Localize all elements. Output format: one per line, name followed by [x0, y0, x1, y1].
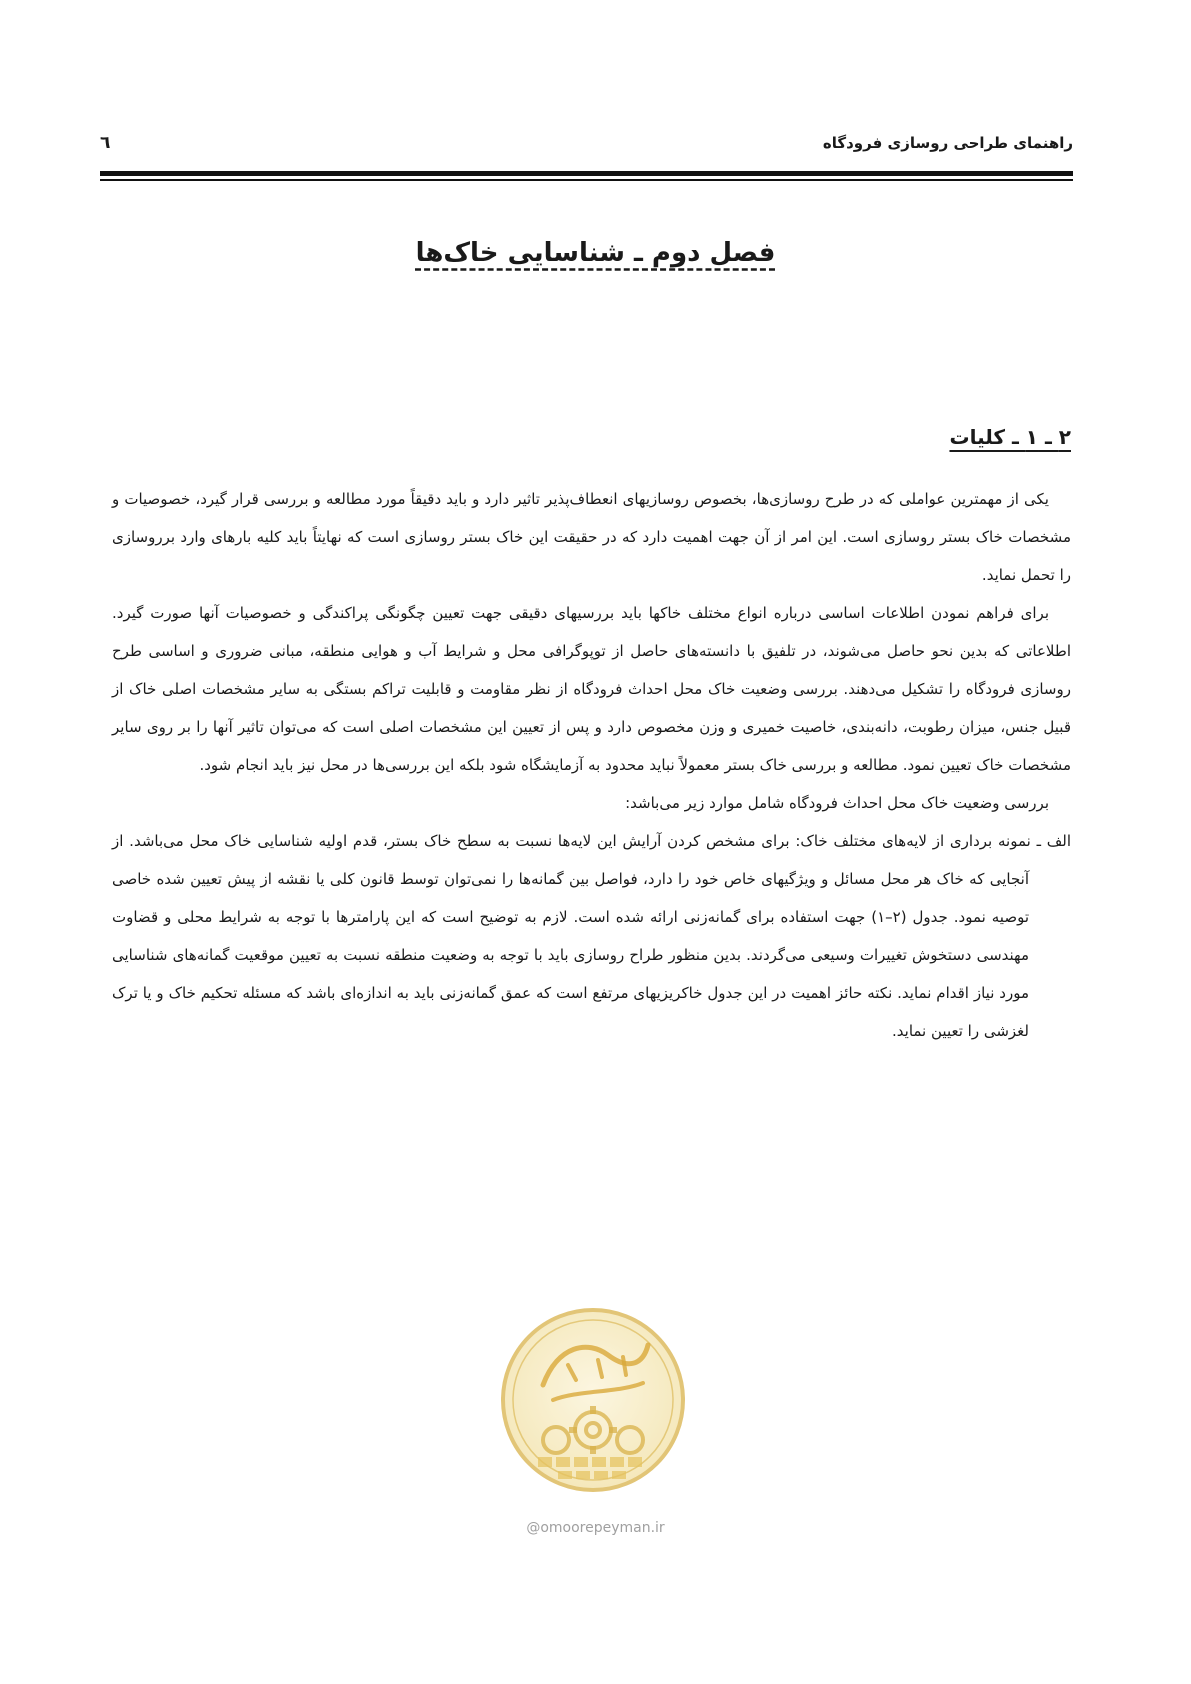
page-header — [100, 128, 1073, 158]
running-title: راهنمای طراحی روسازی فرودگاه — [822, 134, 1073, 152]
list-item-alef: الف ـ نمونه برداری از لایه‌های مختلف خاک: برای مشخص کردن آرایش این لایه‌ها نسبت به سطح خاک بستر، قدم اولیه شناسایی خاک محل می‌باشد. از آنجایی که خاک هر محل مسائل و ویژگیهای خاص خود را دارد، فواصل بین گمانه‌ها را نمی‌توان توسط قانون کلی یا نقشه از پیش تعیین شده خاصی توصیه نمود. جدول (۲–۱) جهت استفاده برای گمانه‌زنی ارائه شده است. لازم به توضیح است که این پارامترها با توجه به شرایط محلی و قضاوت مهندسی دستخوش تغییرات وسیعی می‌گردند. بدین منظور طراح روسازی باید با توجه به وضعیت منطقه نسبت به تعیین موقعیت گمانه‌های شناسایی مورد نیاز اقدام نماید. نکته حائز اهمیت در این جدول خاکریزیهای مرتفع است که عمق گمانه‌زنی باید به اندازه‌ای باشد که مسئله تحکیم خاک و یا ترک لغزشی را تعیین نماید. — [112, 832, 1071, 1040]
watermark-seal-icon — [498, 1305, 688, 1495]
body-text — [112, 480, 1071, 1050]
header-rule-thin — [100, 179, 1073, 181]
paragraph-1: یکی از مهمترین عواملی که در طرح روسازی‌ها، بخصوص روسازیهای انعطاف‌پذیر تاثیر دارد و باید دقیقاً مورد مطالعه و بررسی قرار گیرد، خصوصیات و مشخصات خاک بستر روسازی است. این امر از آن جهت اهمیت دارد که در حقیقت این خاک بستر روسازی است که نهایتاً باید کلیه بارهای وارد برروسازی را تحمل نماید. — [112, 490, 1071, 584]
paragraph-2: برای فراهم نمودن اطلاعات اساسی درباره انواع مختلف خاکها باید بررسیهای دقیقی جهت تعیین چگونگی پراکندگی و خصوصیات آنها صورت گیرد. اطلاعاتی که بدین نحو حاصل می‌شوند، در تلفیق با دانسته‌های حاصل از توپوگرافی محل و شرایط آب و هوایی منطقه، مبانی ضروری و اساسی طرح روسازی فرودگاه را تشکیل می‌دهند. بررسی وضعیت خاک محل احداث فرودگاه از نظر مقاومت و قابلیت تراکم بستگی به سایر مشخصات اصلی خاک از قبیل جنس، میزان رطوبت، دانه‌بندی، خاصیت خمیری و وزن مخصوص دارد و پس از تعیین این مشخصات اصلی است که می‌توان تاثیر آنها را بر روی سایر مشخصات خاک تعیین نمود. مطالعه و بررسی خاک بستر معمولاً نباید محدود به آزمایشگاه شود بلکه این بررسی‌ها در محل نیز باید انجام شود. — [112, 604, 1071, 774]
page-number: ٦ — [100, 133, 111, 153]
section-heading: ۲ ـ ۱ ـ کلیات — [949, 425, 1071, 449]
paragraph-3: بررسی وضعیت خاک محل احداث فرودگاه شامل موارد زیر می‌باشد: — [625, 794, 1049, 812]
header-rule-thick — [100, 171, 1073, 176]
watermark-caption: @omoorepeyman.ir — [526, 1520, 665, 1536]
chapter-title: فصل دوم ـ شناسایی خاک‌ها — [415, 238, 776, 268]
